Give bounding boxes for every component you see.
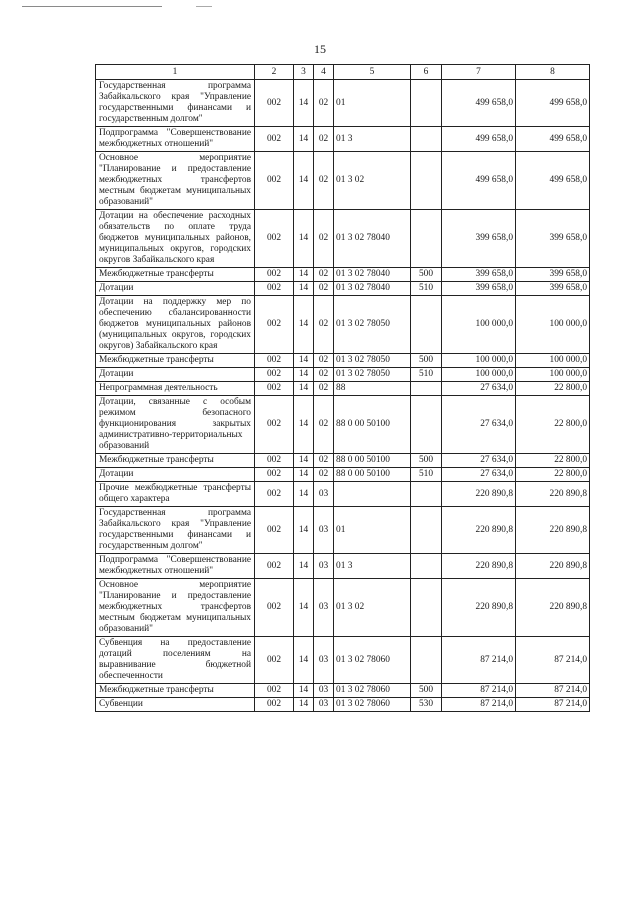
row-code: 002 bbox=[255, 210, 294, 268]
table-row bbox=[96, 127, 590, 152]
row-amount-1: 100 000,0 bbox=[442, 354, 516, 368]
row-name: Дотации, связанные с особым режимом безопасного функционирования закрытых административно-территориальных образований bbox=[96, 396, 255, 454]
row-amount-1: 27 634,0 bbox=[442, 396, 516, 454]
row-amount-1: 100 000,0 bbox=[442, 296, 516, 354]
row-code: 002 bbox=[255, 698, 294, 712]
row-expense-type bbox=[411, 80, 442, 127]
row-target-article: 01 3 02 bbox=[334, 152, 411, 210]
header-cell: 1 bbox=[96, 65, 255, 80]
table-row bbox=[96, 554, 590, 579]
row-expense-type bbox=[411, 554, 442, 579]
row-amount-2: 100 000,0 bbox=[516, 354, 590, 368]
row-amount-1: 27 634,0 bbox=[442, 468, 516, 482]
row-section: 14 bbox=[294, 468, 314, 482]
row-subsection: 03 bbox=[314, 698, 334, 712]
row-expense-type: 500 bbox=[411, 268, 442, 282]
header-cell: 5 bbox=[334, 65, 411, 80]
row-code: 002 bbox=[255, 468, 294, 482]
row-name: Подпрограмма "Совершенствование межбюджетных отношений" bbox=[96, 127, 255, 152]
table-row bbox=[96, 684, 590, 698]
row-amount-1: 399 658,0 bbox=[442, 282, 516, 296]
row-target-article: 01 bbox=[334, 507, 411, 554]
row-section: 14 bbox=[294, 396, 314, 454]
table-body bbox=[96, 80, 590, 712]
row-name: Субвенции bbox=[96, 698, 255, 712]
row-name: Подпрограмма "Совершенствование межбюджетных отношений" bbox=[96, 554, 255, 579]
row-name: Межбюджетные трансферты bbox=[96, 354, 255, 368]
row-expense-type: 500 bbox=[411, 454, 442, 468]
row-code: 002 bbox=[255, 354, 294, 368]
table-row bbox=[96, 396, 590, 454]
row-amount-2: 100 000,0 bbox=[516, 296, 590, 354]
row-section: 14 bbox=[294, 698, 314, 712]
row-code: 002 bbox=[255, 282, 294, 296]
row-section: 14 bbox=[294, 554, 314, 579]
row-subsection: 02 bbox=[314, 282, 334, 296]
table-row bbox=[96, 368, 590, 382]
table-row bbox=[96, 468, 590, 482]
row-amount-2: 220 890,8 bbox=[516, 554, 590, 579]
row-amount-2: 22 800,0 bbox=[516, 382, 590, 396]
row-subsection: 02 bbox=[314, 152, 334, 210]
row-target-article: 88 bbox=[334, 382, 411, 396]
row-subsection: 02 bbox=[314, 80, 334, 127]
row-code: 002 bbox=[255, 396, 294, 454]
row-code: 002 bbox=[255, 454, 294, 468]
row-section: 14 bbox=[294, 80, 314, 127]
header-cell: 8 bbox=[516, 65, 590, 80]
row-subsection: 03 bbox=[314, 637, 334, 684]
row-subsection: 03 bbox=[314, 507, 334, 554]
row-expense-type bbox=[411, 396, 442, 454]
row-expense-type bbox=[411, 210, 442, 268]
row-subsection: 02 bbox=[314, 296, 334, 354]
header-cell: 4 bbox=[314, 65, 334, 80]
row-name: Межбюджетные трансферты bbox=[96, 268, 255, 282]
row-amount-2: 399 658,0 bbox=[516, 210, 590, 268]
row-expense-type bbox=[411, 382, 442, 396]
row-name: Дотации bbox=[96, 368, 255, 382]
row-subsection: 02 bbox=[314, 382, 334, 396]
row-amount-2: 22 800,0 bbox=[516, 468, 590, 482]
table-row bbox=[96, 482, 590, 507]
row-amount-1: 499 658,0 bbox=[442, 152, 516, 210]
row-name: Государственная программа Забайкальского края "Управление государственными финансами и государственным долгом" bbox=[96, 80, 255, 127]
row-subsection: 02 bbox=[314, 454, 334, 468]
row-code: 002 bbox=[255, 507, 294, 554]
row-target-article bbox=[334, 482, 411, 507]
row-target-article: 88 0 00 50100 bbox=[334, 468, 411, 482]
row-amount-2: 499 658,0 bbox=[516, 127, 590, 152]
row-amount-1: 100 000,0 bbox=[442, 368, 516, 382]
row-section: 14 bbox=[294, 579, 314, 637]
row-target-article: 01 bbox=[334, 80, 411, 127]
scan-edge-line bbox=[22, 6, 162, 7]
table-row bbox=[96, 354, 590, 368]
table-row bbox=[96, 637, 590, 684]
row-section: 14 bbox=[294, 684, 314, 698]
row-subsection: 02 bbox=[314, 396, 334, 454]
row-name: Дотации bbox=[96, 282, 255, 296]
row-subsection: 02 bbox=[314, 354, 334, 368]
page-number: 15 bbox=[314, 42, 326, 56]
row-amount-2: 87 214,0 bbox=[516, 698, 590, 712]
row-amount-1: 87 214,0 bbox=[442, 684, 516, 698]
row-code: 002 bbox=[255, 368, 294, 382]
table-row bbox=[96, 296, 590, 354]
row-amount-2: 220 890,8 bbox=[516, 579, 590, 637]
row-section: 14 bbox=[294, 507, 314, 554]
table-row bbox=[96, 507, 590, 554]
row-amount-1: 499 658,0 bbox=[442, 127, 516, 152]
header-cell: 3 bbox=[294, 65, 314, 80]
row-target-article: 88 0 00 50100 bbox=[334, 396, 411, 454]
row-section: 14 bbox=[294, 127, 314, 152]
row-expense-type: 500 bbox=[411, 354, 442, 368]
row-expense-type bbox=[411, 127, 442, 152]
row-expense-type bbox=[411, 637, 442, 684]
row-amount-2: 22 800,0 bbox=[516, 396, 590, 454]
row-section: 14 bbox=[294, 296, 314, 354]
row-amount-2: 100 000,0 bbox=[516, 368, 590, 382]
header-cell: 6 bbox=[411, 65, 442, 80]
row-target-article: 01 3 bbox=[334, 127, 411, 152]
scan-edge-mark bbox=[196, 6, 212, 7]
row-section: 14 bbox=[294, 382, 314, 396]
row-amount-1: 399 658,0 bbox=[442, 210, 516, 268]
row-code: 002 bbox=[255, 127, 294, 152]
row-amount-2: 220 890,8 bbox=[516, 507, 590, 554]
row-amount-1: 87 214,0 bbox=[442, 698, 516, 712]
table-row bbox=[96, 454, 590, 468]
row-name: Государственная программа Забайкальского края "Управление государственными финансами и государственным долгом" bbox=[96, 507, 255, 554]
header-row bbox=[96, 65, 590, 80]
row-target-article: 01 3 02 78040 bbox=[334, 282, 411, 296]
row-name: Основное мероприятие "Планирование и предоставление межбюджетных трансфертов местным бюджетам муниципальных образований" bbox=[96, 152, 255, 210]
row-expense-type bbox=[411, 482, 442, 507]
row-amount-2: 399 658,0 bbox=[516, 282, 590, 296]
row-code: 002 bbox=[255, 637, 294, 684]
row-expense-type bbox=[411, 152, 442, 210]
row-name: Прочие межбюджетные трансферты общего характера bbox=[96, 482, 255, 507]
row-target-article: 01 3 bbox=[334, 554, 411, 579]
row-section: 14 bbox=[294, 482, 314, 507]
row-section: 14 bbox=[294, 454, 314, 468]
row-amount-2: 22 800,0 bbox=[516, 454, 590, 468]
row-target-article: 01 3 02 bbox=[334, 579, 411, 637]
row-code: 002 bbox=[255, 382, 294, 396]
row-name: Субвенция на предоставление дотаций поселениям на выравнивание бюджетной обеспеченности bbox=[96, 637, 255, 684]
table-row bbox=[96, 382, 590, 396]
row-subsection: 02 bbox=[314, 127, 334, 152]
row-name: Дотации на поддержку мер по обеспечению сбалансированности бюджетов муниципальных районов (муниципальных округов, городских округов) Забайкальского края bbox=[96, 296, 255, 354]
header-cell: 7 bbox=[442, 65, 516, 80]
row-section: 14 bbox=[294, 210, 314, 268]
row-subsection: 03 bbox=[314, 482, 334, 507]
row-name: Дотации на обеспечение расходных обязательств по оплате труда бюджетов муниципальных районов, муниципальных округов, городских округов Забайкальского края bbox=[96, 210, 255, 268]
header-cell: 2 bbox=[255, 65, 294, 80]
row-amount-1: 220 890,8 bbox=[442, 554, 516, 579]
row-expense-type: 500 bbox=[411, 684, 442, 698]
row-subsection: 02 bbox=[314, 468, 334, 482]
row-target-article: 01 3 02 78060 bbox=[334, 698, 411, 712]
row-amount-1: 220 890,8 bbox=[442, 579, 516, 637]
row-expense-type: 510 bbox=[411, 368, 442, 382]
row-subsection: 02 bbox=[314, 210, 334, 268]
row-target-article: 01 3 02 78050 bbox=[334, 354, 411, 368]
row-name: Межбюджетные трансферты bbox=[96, 684, 255, 698]
row-code: 002 bbox=[255, 684, 294, 698]
row-subsection: 02 bbox=[314, 268, 334, 282]
row-name: Дотации bbox=[96, 468, 255, 482]
row-code: 002 bbox=[255, 152, 294, 210]
row-expense-type bbox=[411, 296, 442, 354]
row-expense-type bbox=[411, 579, 442, 637]
table-row bbox=[96, 698, 590, 712]
row-amount-1: 87 214,0 bbox=[442, 637, 516, 684]
row-amount-1: 220 890,8 bbox=[442, 482, 516, 507]
table-row bbox=[96, 282, 590, 296]
row-subsection: 02 bbox=[314, 368, 334, 382]
row-section: 14 bbox=[294, 637, 314, 684]
row-subsection: 03 bbox=[314, 579, 334, 637]
row-section: 14 bbox=[294, 368, 314, 382]
row-section: 14 bbox=[294, 268, 314, 282]
row-code: 002 bbox=[255, 268, 294, 282]
table-row bbox=[96, 152, 590, 210]
row-amount-2: 87 214,0 bbox=[516, 684, 590, 698]
row-subsection: 03 bbox=[314, 684, 334, 698]
row-target-article: 01 3 02 78060 bbox=[334, 637, 411, 684]
row-amount-2: 499 658,0 bbox=[516, 152, 590, 210]
row-target-article: 01 3 02 78050 bbox=[334, 296, 411, 354]
row-code: 002 bbox=[255, 482, 294, 507]
row-section: 14 bbox=[294, 354, 314, 368]
row-amount-1: 220 890,8 bbox=[442, 507, 516, 554]
row-amount-2: 399 658,0 bbox=[516, 268, 590, 282]
row-amount-2: 220 890,8 bbox=[516, 482, 590, 507]
table-row bbox=[96, 579, 590, 637]
row-amount-1: 399 658,0 bbox=[442, 268, 516, 282]
row-amount-1: 499 658,0 bbox=[442, 80, 516, 127]
row-section: 14 bbox=[294, 152, 314, 210]
row-target-article: 88 0 00 50100 bbox=[334, 454, 411, 468]
row-code: 002 bbox=[255, 554, 294, 579]
row-name: Непрограммная деятельность bbox=[96, 382, 255, 396]
row-target-article: 01 3 02 78040 bbox=[334, 268, 411, 282]
row-expense-type: 510 bbox=[411, 282, 442, 296]
row-name: Межбюджетные трансферты bbox=[96, 454, 255, 468]
row-amount-2: 87 214,0 bbox=[516, 637, 590, 684]
row-code: 002 bbox=[255, 80, 294, 127]
row-subsection: 03 bbox=[314, 554, 334, 579]
row-expense-type: 530 bbox=[411, 698, 442, 712]
table-row bbox=[96, 268, 590, 282]
table-row bbox=[96, 80, 590, 127]
budget-table bbox=[95, 64, 590, 712]
row-name: Основное мероприятие "Планирование и предоставление межбюджетных трансфертов местным бюджетам муниципальных образований" bbox=[96, 579, 255, 637]
row-target-article: 01 3 02 78060 bbox=[334, 684, 411, 698]
row-expense-type bbox=[411, 507, 442, 554]
row-section: 14 bbox=[294, 282, 314, 296]
row-amount-1: 27 634,0 bbox=[442, 382, 516, 396]
row-amount-1: 27 634,0 bbox=[442, 454, 516, 468]
row-code: 002 bbox=[255, 579, 294, 637]
row-amount-2: 499 658,0 bbox=[516, 80, 590, 127]
row-code: 002 bbox=[255, 296, 294, 354]
row-target-article: 01 3 02 78040 bbox=[334, 210, 411, 268]
row-expense-type: 510 bbox=[411, 468, 442, 482]
row-target-article: 01 3 02 78050 bbox=[334, 368, 411, 382]
table-row bbox=[96, 210, 590, 268]
